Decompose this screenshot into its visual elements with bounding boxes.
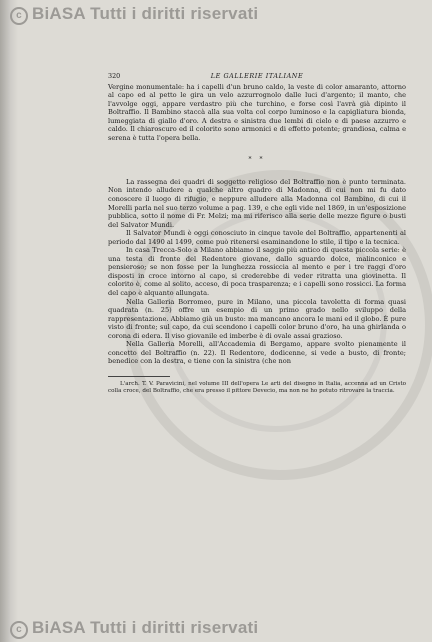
- paragraph: Vergine monumentale: ha i capelli d'un bruno caldo, la veste di color amaranto, attorno al capo ed al petto le gira un velo azzurrognolo dalle luci d'argento; il manto, che l'avvolge oggi, appare verdastro più che turchino, e forse così l'avrà già dipinto il Boltraffio. Il Bambino staccà alla sua volta col corpo luminoso e la capigliatura bionda, lumeggiata di giallo d'oro. A destra e sinistra due lembi di cielo e di paese azzurro e caldo. Il chiaroscuro ed il colorito sono armonici e di effetto potente; grandiosa, calma e serena è tutta l'opera bella.: [108, 82, 406, 142]
- footnote: L'arch. T. V. Paravicini, nel volume III dell'opera Le arti del disegno in Italia, accenna ad un Cristo colla croce, del Boltraffio, che era presso il pittore Devecio, ma non ne ho potuto ritrovare la traccia.: [108, 380, 406, 395]
- paragraph: La rassegna dei quadri di soggetto religioso del Boltraffio non è punto terminata. Non intendo alludere a qualche altro quadro di Madonna, di cui non mi fu dato conoscere il luogo di rifugio, e neppure alludere alla Madonna col Bambino, di cui il Morelli parla nel suo terzo volume a pag. 139, e che egli vide nel 1869, in un'esposizione pubblica, sotto il nome di Fr. Melzi; ma mi riferisco alla serie delle mezze figure o busti del Salvator Mundi.: [108, 177, 406, 229]
- copyright-watermark-bottom: c BiASA Tutti i diritti riservati: [0, 618, 432, 639]
- c-circle-icon: c: [10, 621, 28, 639]
- paragraph: Nella Galleria Borromeo, pure in Milano, una piccola tavoletta di forma quasi quadrata (n. 25) offre un esempio di un primo grado nello sviluppo della rappresentazione. Abbiamo già un busto: ma mancano ancora le mani ed il globo. È pure visto di fronte; sul capo, da cui scendono i capelli color bruno d'oro, ha una ghirlanda o corona di edera. Il viso giovanile ed imberbe è di ovale assai grazioso.: [108, 297, 406, 340]
- page-number: 320: [108, 72, 121, 80]
- copyright-watermark-top: c BiASA Tutti i diritti riservati: [0, 4, 432, 25]
- running-title: LE GALLERIE ITALIANE: [210, 72, 304, 80]
- document-body: [108, 72, 406, 395]
- running-header: [108, 72, 406, 81]
- book-spine-shadow: [0, 0, 18, 642]
- footnote-rule: [108, 376, 170, 377]
- paragraph: In casa Trecca-Solo a Milano abbiamo il saggio più antico di questa piccola serie: è una testa di fronte del Redentore giovane, dallo sguardo dolce, malinconico e pensieroso; se non fosse per la lunghezza rossiccia al mento e per i tre raggi d'oro disposti in croce intorno al capo, si crederebbe di veder ritratta una giovinetta. Il colorito è, come al solito, acceso, di poca trasparenza; e i capelli sono rossicci. La forma del capo è alquanto allungata.: [108, 246, 406, 298]
- paragraph: Nella Galleria Morelli, all'Accademia di Bergamo, appare svolto pienamente il concetto del Boltraffio (n. 22). Il Redentore, dodicenne, si vede a busto, di fronte; benedice con la destra, e tiene con la sinistra (che non: [108, 340, 406, 366]
- paragraph: Il Salvator Mundi è oggi conosciuto in cinque tavole del Boltraffio, appartenenti al periodo dal 1490 al 1499, come può ritenersi esaminandone lo stile, il tipo e la tecnica.: [108, 229, 406, 246]
- section-separator: * *: [248, 156, 266, 164]
- c-circle-icon: c: [10, 7, 28, 25]
